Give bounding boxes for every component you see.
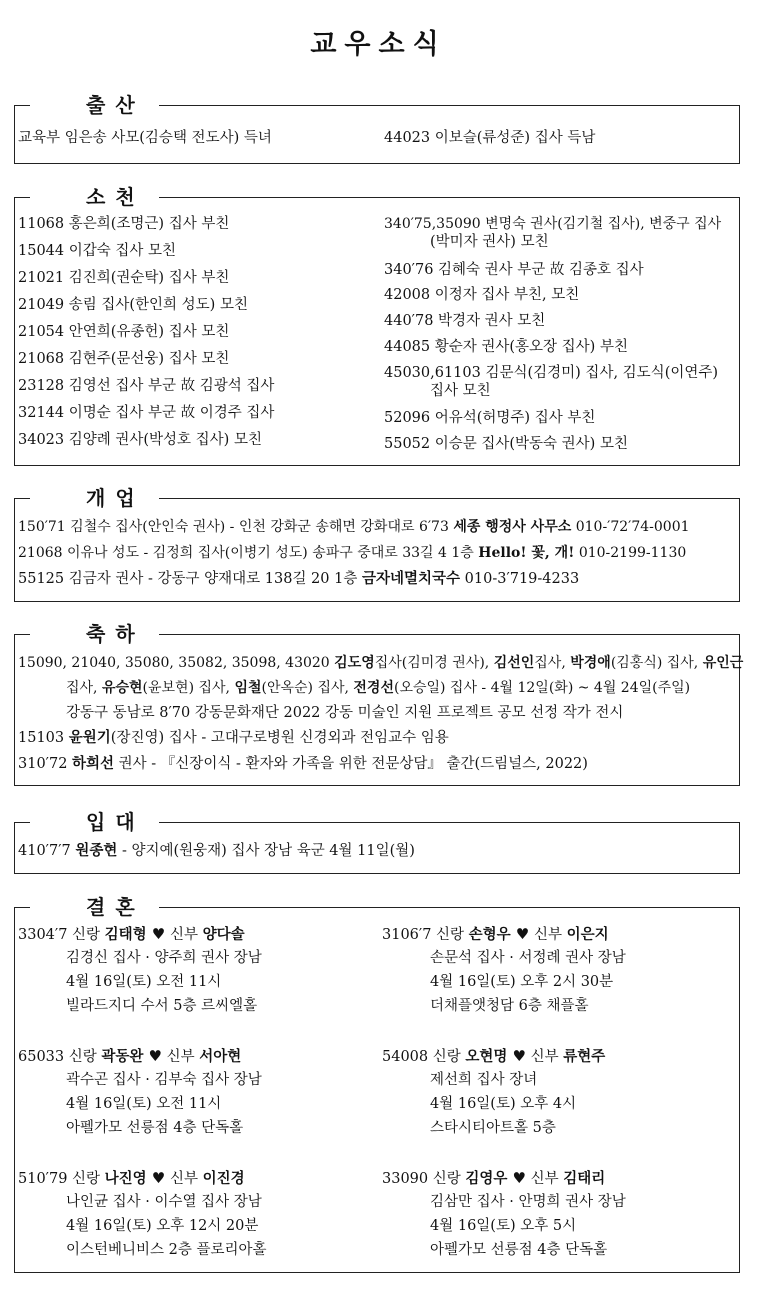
section-heading: 결혼 [30,896,159,918]
business-name: Hello! 꽃, 개! [478,545,575,561]
wedding-date: 4월 16일(토) 오후 4시 [430,1096,577,1112]
section-heading: 축하 [30,623,159,645]
opening-text: 55125 김금자 권사 - 강동구 양재대로 138길 20 1층 [18,571,358,587]
condolence-item-cont: (박미자 권사) 모친 [430,234,549,250]
wedding-venue: 아펠가모 선릉점 4층 단독홀 [66,1120,244,1136]
bride-label: 신부 [530,1049,564,1065]
opening-item [18,543,686,563]
groom-label: 신랑 [432,1049,466,1065]
condolence-item: 21068 김현주(문선웅) 집사 모친 [18,351,230,367]
wedding-couple [382,1046,605,1067]
wedding-venue: 더채플앳청담 6층 채플홀 [430,998,589,1014]
wedding-date: 4월 16일(토) 오후 5시 [430,1218,577,1234]
heart-icon: ♥ [148,1047,167,1065]
section-opening [14,487,740,602]
wedding-couple [18,1046,241,1067]
condolence-item: 44085 황순자 권사(홍오장 집사) 부친 [384,339,628,355]
bride-label: 신부 [530,1171,564,1187]
condolence-item: 11068 홍은희(조명근) 집사 부친 [18,216,230,232]
condolence-item: 55052 이승문 집사(박동숙 권사) 모친 [384,436,628,452]
page-title: 교우소식 [310,29,447,60]
heart-icon: ♥ [515,925,534,943]
groom-label: 신랑 [72,927,105,943]
section-enlist [14,811,740,874]
wedding-date: 4월 16일(토) 오전 11시 [66,974,222,990]
wedding-date: 4월 16일(토) 오후 2시 30분 [430,974,614,990]
condolence-item: 340′75,35090 변명숙 권사(김기철 집사), 변중구 집사 [384,216,722,232]
wedding-parents: 나인균 집사 · 이수열 집사 장남 [66,1194,262,1210]
wedding-parents: 제선희 집사 장녀 [430,1072,538,1088]
heart-icon: ♥ [512,1047,531,1065]
bride-name: 양다솔 [202,926,245,943]
condolence-item: 21021 김진희(권순탁) 집사 부친 [18,270,230,286]
wedding-id: 33090 [382,1171,433,1187]
bride-label: 신부 [533,927,567,943]
congrats-item-cont: 강동구 동남로 8′70 강동문화재단 2022 강동 미술인 지원 프로젝트 공모 선정 작가 전시 [66,705,624,721]
groom-label: 신랑 [68,1049,102,1065]
condolence-item-cont: 집사 모친 [430,383,491,399]
wedding-venue: 스타시티아트홀 5층 [430,1120,556,1136]
groom-name: 오현명 [465,1048,513,1065]
condolence-item: 340′76 김혜숙 권사 부군 故 김종호 집사 [384,262,644,278]
congrats-item: 15103 윤원기(장진영) 집사 - 고대구로병원 신경외과 전임교수 임용 [18,729,449,746]
condolence-item: 21054 안연희(유종헌) 집사 모친 [18,324,230,340]
condolence-item: 15044 이갑숙 집사 모친 [18,243,177,259]
condolence-item: 45030,61103 김문식(김경미) 집사, 김도식(이연주) [384,365,719,381]
congrats-item-cont: 집사, 유승현(윤보현) 집사, 임철(안옥순) 집사, 전경선(오승일) 집사 - 4월 12일(화) ~ 4월 24일(주일) [66,680,691,696]
wedding-couple [382,924,609,945]
bride-name: 서아현 [199,1048,242,1065]
wedding-parents: 손문석 집사 · 서정례 권사 장남 [430,950,626,966]
wedding-couple [382,1168,605,1189]
bride-name: 김태리 [563,1170,606,1187]
opening-item [18,569,579,589]
bride-label: 신부 [166,1049,200,1065]
birth-item: 44023 이보슬(류성준) 집사 득남 [384,130,596,146]
enlist-item: 410′7′7 원종현 - 양지예(원웅재) 집사 장남 육군 4월 11일(월) [18,842,415,859]
section-heading: 소천 [30,186,159,208]
wedding-date: 4월 16일(토) 오후 12시 20분 [66,1218,259,1234]
section-heading: 출산 [30,94,159,116]
groom-label: 신랑 [432,1171,466,1187]
groom-name: 김태형 [104,926,152,943]
condolence-item: 52096 어유석(허명주) 집사 부친 [384,410,596,426]
condolence-item: 440′78 박경자 권사 모친 [384,313,546,329]
section-heading: 입대 [30,811,159,833]
congrats-item: 15090, 21040, 35080, 35082, 35098, 43020 김도영집사(김미경 권사), 김선인집사, 박경애(김홍식) 집사, 유인근 [18,655,744,671]
phone-number: 010-3′719-4233 [464,571,580,587]
section-condolence [14,186,740,466]
bride-label: 신부 [169,1171,203,1187]
wedding-parents: 김경신 집사 · 양주희 권사 장남 [66,950,262,966]
wedding-parents: 곽수곤 집사 · 김부숙 집사 장남 [66,1072,262,1088]
birth-item: 교육부 임은송 사모(김승택 전도사) 득녀 [18,130,272,146]
bride-name: 이은지 [566,926,609,943]
wedding-parents: 김삼만 집사 · 안명희 권사 장남 [430,1194,626,1210]
condolence-item: 32144 이명순 집사 부군 故 이경주 집사 [18,405,275,421]
section-heading: 개업 [30,487,159,509]
condolence-item: 34023 김양례 권사(박성호 집사) 모친 [18,432,262,448]
bride-name: 류현주 [563,1048,606,1065]
wedding-id: 65033 [18,1049,69,1065]
wedding-venue: 빌라드지디 수서 5층 르씨엘홀 [66,998,258,1014]
section-congrats [14,622,744,786]
business-name: 금자네멸치국수 [361,570,461,587]
phone-number: 010-2199-1130 [578,545,687,561]
wedding-venue: 이스턴베니비스 2층 플로리아홀 [66,1242,267,1258]
bride-label: 신부 [169,927,203,943]
wedding-date: 4월 16일(토) 오전 11시 [66,1096,222,1112]
groom-name: 곽동완 [101,1048,149,1065]
wedding-couple [18,1168,245,1189]
phone-number: 010-′72′74-0001 [575,519,690,535]
condolence-item: 21049 송림 집사(한인희 성도) 모친 [18,297,248,313]
wedding-id: 3106′7 [382,927,437,943]
heart-icon: ♥ [151,925,170,943]
heart-icon: ♥ [512,1169,531,1187]
wedding-id: 54008 [382,1049,433,1065]
section-birth [14,94,740,164]
condolence-item: 23128 김영선 집사 부군 故 김광석 집사 [18,378,275,394]
opening-item [18,517,690,537]
opening-text: 150′71 김철수 집사(안인숙 권사) - 인천 강화군 송해면 강화대로 6′73 [18,519,449,535]
wedding-id: 510′79 [18,1171,73,1187]
section-wedding [14,896,740,1273]
bride-name: 이진경 [202,1170,245,1187]
wedding-venue: 아펠가모 선릉점 4층 단독홀 [430,1242,608,1258]
groom-name: 손형우 [468,926,516,943]
groom-label: 신랑 [72,1171,105,1187]
groom-label: 신랑 [436,927,469,943]
congrats-item: 310′72 하희선 권사 - 『신장이식 - 환자와 가족을 위한 전문상담』 출간(드림널스, 2022) [18,755,588,772]
wedding-id: 3304′7 [18,927,73,943]
heart-icon: ♥ [151,1169,170,1187]
condolence-item: 42008 이정자 집사 부친, 모친 [384,287,580,303]
groom-name: 김영우 [465,1170,513,1187]
business-name: 세종 행정사 사무소 [453,519,572,535]
groom-name: 나진영 [104,1170,152,1187]
opening-text: 21068 이유나 성도 - 김정희 집사(이병기 성도) 송파구 중대로 33길 4 1층 [18,545,474,561]
wedding-couple [18,924,245,945]
